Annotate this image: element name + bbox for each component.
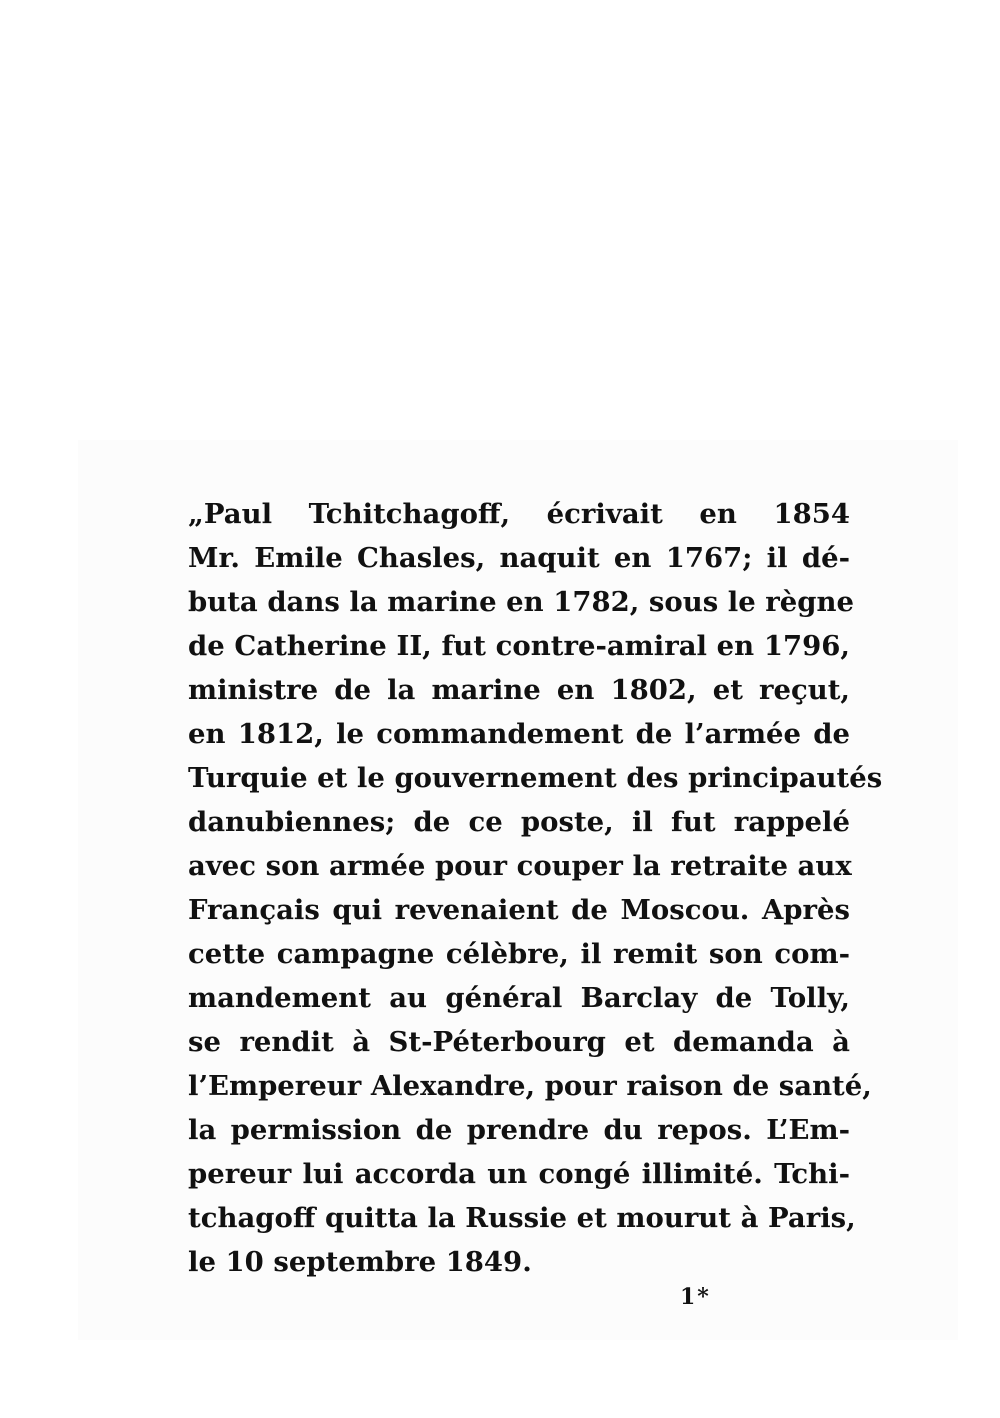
text-line: „Paul Tchitchagoff, écrivait en 1854 — [188, 498, 850, 530]
text-line: avec son armée pour couper la retraite aux — [188, 850, 852, 882]
text-line: ministre de la marine en 1802, et reçut, — [188, 674, 850, 706]
text-line: danubiennes; de ce poste, il fut rappelé — [188, 806, 850, 838]
text-line: mandement au général Barclay de Tolly, — [188, 982, 850, 1014]
text-line: buta dans la marine en 1782, sous le règne — [188, 586, 855, 618]
text-line: tchagoff quitta la Russie et mourut à Paris, — [188, 1202, 856, 1234]
text-line: Mr. Emile Chasles, naquit en 1767; il dé- — [188, 542, 850, 574]
text-line: cette campagne célèbre, il remit son com- — [188, 938, 850, 970]
text-line: Turquie et le gouvernement des principautés — [188, 762, 883, 794]
page-signature-mark: 1* — [680, 1284, 711, 1310]
text-line: Français qui revenaient de Moscou. Après — [188, 894, 850, 926]
text-line: de Catherine II, fut contre-amiral en 1796, — [188, 630, 850, 662]
text-line: l’Empereur Alexandre, pour raison de santé, — [188, 1070, 872, 1102]
text-line: se rendit à St-Péterbourg et demanda à — [188, 1026, 850, 1058]
body-paragraph — [188, 492, 883, 1284]
text-line: pereur lui accorda un congé illimité. Tchi- — [188, 1158, 850, 1190]
text-line: en 1812, le commandement de l’armée de — [188, 718, 850, 750]
text-line: la permission de prendre du repos. L’Em- — [188, 1114, 850, 1146]
text-line-final: le 10 septembre 1849. — [188, 1246, 532, 1278]
